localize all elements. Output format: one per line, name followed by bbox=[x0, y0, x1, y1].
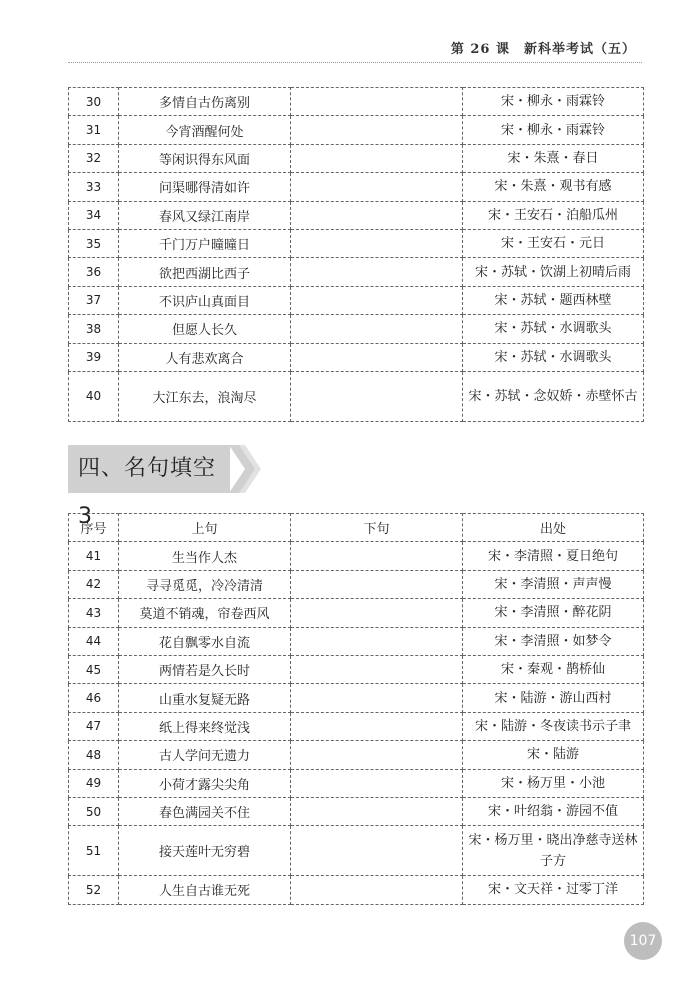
row-number: 37 bbox=[69, 286, 119, 314]
upper-line: 纸上得来终觉浅 bbox=[119, 712, 291, 740]
upper-line: 小荷才露尖尖角 bbox=[119, 769, 291, 797]
table-row bbox=[69, 343, 644, 371]
upper-line: 多情自古伤离别 bbox=[119, 88, 291, 116]
lower-line-blank[interactable] bbox=[291, 201, 463, 229]
row-number: 35 bbox=[69, 229, 119, 257]
source: 宋・苏轼・饮湖上初晴后雨 bbox=[463, 258, 644, 286]
lower-line-blank[interactable] bbox=[291, 712, 463, 740]
chevron-right-icon bbox=[229, 445, 261, 493]
page-number: 107 bbox=[624, 922, 662, 960]
table-row bbox=[69, 116, 644, 144]
source: 宋・柳永・雨霖铃 bbox=[463, 88, 644, 116]
lower-line-blank[interactable] bbox=[291, 876, 463, 904]
row-number: 38 bbox=[69, 315, 119, 343]
source: 宋・李清照・声声慢 bbox=[463, 570, 644, 598]
upper-line: 千门万户曈曈日 bbox=[119, 229, 291, 257]
lower-line-blank[interactable] bbox=[291, 116, 463, 144]
row-number: 40 bbox=[69, 371, 119, 421]
source: 宋・陆游・游山西村 bbox=[463, 684, 644, 712]
upper-line: 人生自古谁无死 bbox=[119, 876, 291, 904]
table-row bbox=[69, 144, 644, 172]
source: 宋・叶绍翁・游园不值 bbox=[463, 797, 644, 825]
row-number: 45 bbox=[69, 655, 119, 683]
source: 宋・朱熹・春日 bbox=[463, 144, 644, 172]
row-number: 33 bbox=[69, 173, 119, 201]
upper-line: 莫道不销魂，帘卷西风 bbox=[119, 599, 291, 627]
row-number: 46 bbox=[69, 684, 119, 712]
row-number: 32 bbox=[69, 144, 119, 172]
header-lower: 下句 bbox=[291, 514, 463, 542]
upper-line: 接天莲叶无穷碧 bbox=[119, 826, 291, 876]
lower-line-blank[interactable] bbox=[291, 371, 463, 421]
row-number: 43 bbox=[69, 599, 119, 627]
header-source: 出处 bbox=[463, 514, 644, 542]
table-row bbox=[69, 201, 644, 229]
lower-line-blank[interactable] bbox=[291, 655, 463, 683]
header-number: 序号 bbox=[69, 514, 119, 542]
upper-line: 问渠哪得清如许 bbox=[119, 173, 291, 201]
lower-line-blank[interactable] bbox=[291, 769, 463, 797]
source: 宋・苏轼・念奴娇・赤壁怀古 bbox=[463, 371, 644, 421]
row-number: 44 bbox=[69, 627, 119, 655]
source: 宋・陆游・冬夜读书示子聿 bbox=[463, 712, 644, 740]
table-row bbox=[69, 712, 644, 740]
upper-line: 人有悲欢离合 bbox=[119, 343, 291, 371]
lower-line-blank[interactable] bbox=[291, 88, 463, 116]
source: 宋・李清照・醉花阴 bbox=[463, 599, 644, 627]
lower-line-blank[interactable] bbox=[291, 741, 463, 769]
table-row bbox=[69, 88, 644, 116]
row-number: 34 bbox=[69, 201, 119, 229]
lower-line-blank[interactable] bbox=[291, 258, 463, 286]
table-row bbox=[69, 826, 644, 876]
section-title: 四、名句填空 3 bbox=[68, 445, 230, 493]
row-number: 31 bbox=[69, 116, 119, 144]
header-divider bbox=[68, 62, 642, 63]
source: 宋・苏轼・水调歌头 bbox=[463, 343, 644, 371]
row-number: 39 bbox=[69, 343, 119, 371]
row-number: 52 bbox=[69, 876, 119, 904]
row-number: 50 bbox=[69, 797, 119, 825]
lower-line-blank[interactable] bbox=[291, 144, 463, 172]
source: 宋・苏轼・水调歌头 bbox=[463, 315, 644, 343]
table-row bbox=[69, 570, 644, 598]
upper-line: 寻寻觅觅，冷冷清清 bbox=[119, 570, 291, 598]
row-number: 30 bbox=[69, 88, 119, 116]
source: 宋・陆游 bbox=[463, 741, 644, 769]
table-row bbox=[69, 229, 644, 257]
table-row bbox=[69, 542, 644, 570]
row-number: 36 bbox=[69, 258, 119, 286]
source: 宋・苏轼・题西林壁 bbox=[463, 286, 644, 314]
upper-line: 等闲识得东风面 bbox=[119, 144, 291, 172]
source: 宋・杨万里・晓出净慈寺送林子方 bbox=[463, 826, 644, 876]
lower-line-blank[interactable] bbox=[291, 826, 463, 876]
table-row bbox=[69, 258, 644, 286]
table-row bbox=[69, 173, 644, 201]
source: 宋・朱熹・观书有感 bbox=[463, 173, 644, 201]
source: 宋・李清照・如梦令 bbox=[463, 627, 644, 655]
upper-line: 大江东去，浪淘尽 bbox=[119, 371, 291, 421]
row-number: 47 bbox=[69, 712, 119, 740]
header-upper: 上句 bbox=[119, 514, 291, 542]
lower-line-blank[interactable] bbox=[291, 797, 463, 825]
table-row bbox=[69, 684, 644, 712]
lower-line-blank[interactable] bbox=[291, 570, 463, 598]
source: 宋・秦观・鹊桥仙 bbox=[463, 655, 644, 683]
lower-line-blank[interactable] bbox=[291, 343, 463, 371]
upper-line: 欲把西湖比西子 bbox=[119, 258, 291, 286]
lower-line-blank[interactable] bbox=[291, 599, 463, 627]
table-row bbox=[69, 741, 644, 769]
lower-line-blank[interactable] bbox=[291, 627, 463, 655]
source: 宋・李清照・夏日绝句 bbox=[463, 542, 644, 570]
table-row bbox=[69, 599, 644, 627]
row-number: 42 bbox=[69, 570, 119, 598]
page-header: 第 26 课 新科举考试（五） bbox=[450, 42, 636, 57]
source: 宋・王安石・元日 bbox=[463, 229, 644, 257]
lower-line-blank[interactable] bbox=[291, 229, 463, 257]
table-row bbox=[69, 876, 644, 904]
upper-line: 古人学问无遗力 bbox=[119, 741, 291, 769]
upper-line: 但愿人长久 bbox=[119, 315, 291, 343]
table-row bbox=[69, 371, 644, 421]
upper-line: 两情若是久长时 bbox=[119, 655, 291, 683]
source: 宋・文天祥・过零丁洋 bbox=[463, 876, 644, 904]
source: 宋・柳永・雨霖铃 bbox=[463, 116, 644, 144]
row-number: 51 bbox=[69, 826, 119, 876]
lower-line-blank[interactable] bbox=[291, 315, 463, 343]
lower-line-blank[interactable] bbox=[291, 542, 463, 570]
poetry-table-1 bbox=[68, 87, 644, 422]
upper-line: 春色满园关不住 bbox=[119, 797, 291, 825]
upper-line: 生当作人杰 bbox=[119, 542, 291, 570]
lower-line-blank[interactable] bbox=[291, 286, 463, 314]
upper-line: 花自飘零水自流 bbox=[119, 627, 291, 655]
table-row bbox=[69, 797, 644, 825]
upper-line: 山重水复疑无路 bbox=[119, 684, 291, 712]
lower-line-blank[interactable] bbox=[291, 684, 463, 712]
poetry-table-2 bbox=[68, 513, 644, 905]
row-number: 49 bbox=[69, 769, 119, 797]
lower-line-blank[interactable] bbox=[291, 173, 463, 201]
table-row bbox=[69, 769, 644, 797]
table-header-row bbox=[69, 514, 644, 542]
upper-line: 不识庐山真面目 bbox=[119, 286, 291, 314]
source: 宋・王安石・泊船瓜州 bbox=[463, 201, 644, 229]
upper-line: 今宵酒醒何处 bbox=[119, 116, 291, 144]
row-number: 48 bbox=[69, 741, 119, 769]
source: 宋・杨万里・小池 bbox=[463, 769, 644, 797]
upper-line: 春风又绿江南岸 bbox=[119, 201, 291, 229]
table-row bbox=[69, 315, 644, 343]
row-number: 41 bbox=[69, 542, 119, 570]
table-row bbox=[69, 627, 644, 655]
table-row bbox=[69, 286, 644, 314]
table-row bbox=[69, 655, 644, 683]
